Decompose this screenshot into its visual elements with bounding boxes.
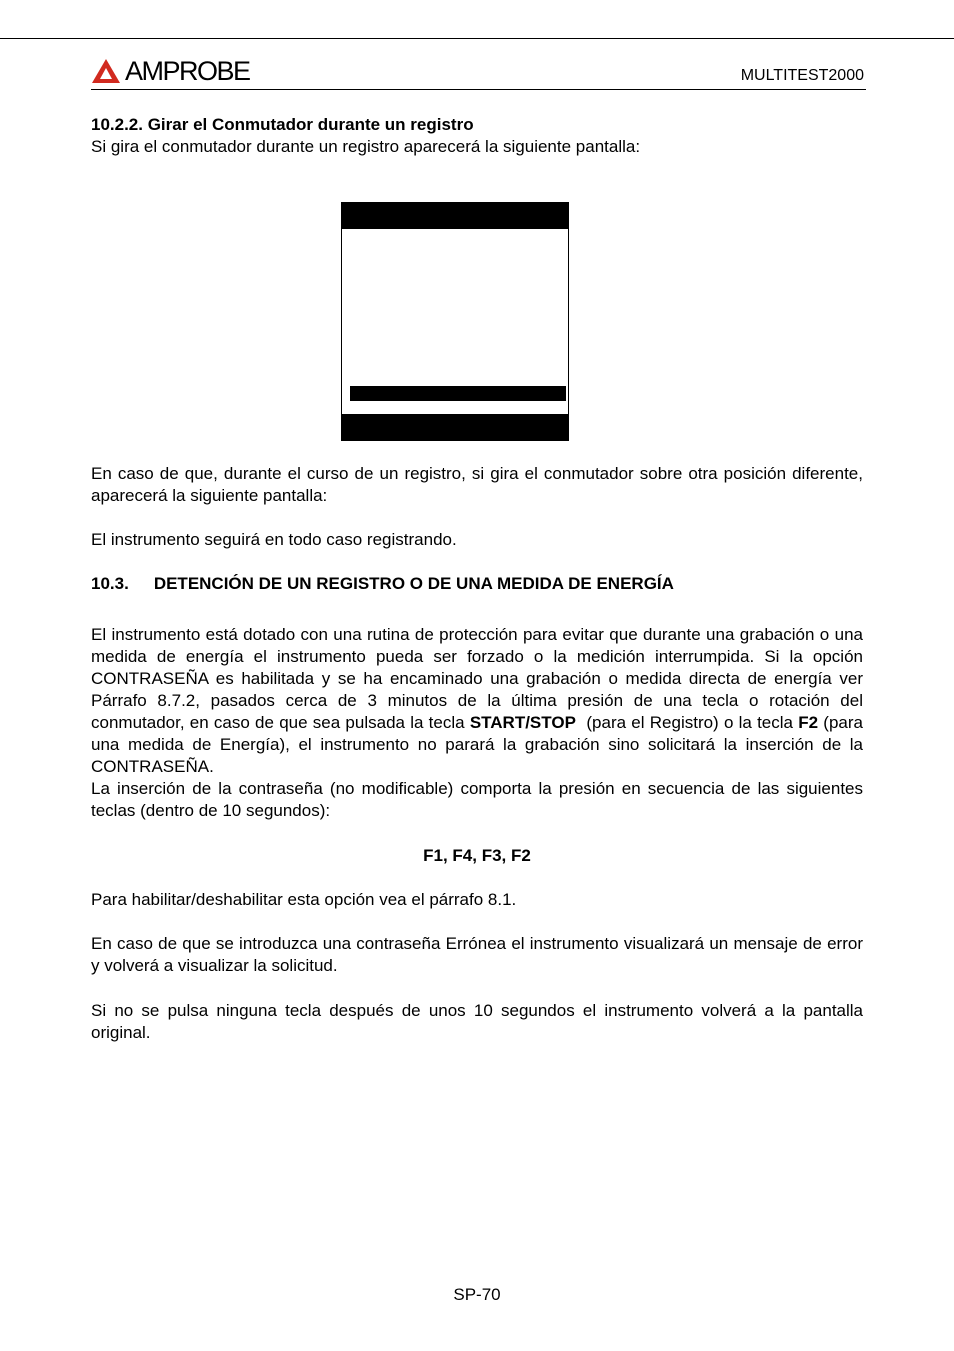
start-stop-key: START/STOP (469, 713, 576, 732)
amprobe-logo (91, 56, 250, 86)
section-number: 10.3. (91, 574, 129, 593)
wrong-password-paragraph: En caso de que se introduzca una contraseña Errónea el instrumento visualizará un mensaje de error y volverá a visualizar la solicitud. (91, 934, 863, 975)
key-sequence: F1, F4, F3, F2 (423, 846, 531, 865)
amprobe-triangle-icon (91, 58, 121, 84)
protection-text-b: (para el Registro) o la tecla (575, 713, 799, 732)
instrument-screen-figure (341, 202, 569, 441)
protection-text-c: (para una medida de Energía), el instrumento no parará la grabación sino solicitará la inserción de la CONTRASEÑA. (91, 713, 863, 776)
screen-function-bar (342, 414, 568, 440)
section-heading-10-3 (91, 573, 863, 595)
protection-text-a: El instrumento está dotado con una rutina de protección para evitar que durante una grabación o una medida de energía el instrumento pueda ser forzado o la medición interrumpida. Si la opción CONTRASEÑA es habilitada y se ha encaminado una grabación o medida directa de energía ver Párrafo 8.7.2, pasados cerca de 3 minutos de la última presión de una tecla o rotación del conmutador, en caso de que sea pulsada la tecla (91, 625, 863, 732)
section-heading-10-2-2: 10.2.2. Girar el Conmutador durante un registro (91, 115, 474, 134)
after-screen-paragraph: En caso de que, durante el curso de un registro, si gira el conmutador sobre otra posición diferente, aparecerá la siguiente pantalla: (91, 464, 863, 505)
header-rule (91, 89, 866, 90)
protection-paragraph (91, 624, 863, 778)
section-intro: Si gira el conmutador durante un registro aparecerá la siguiente pantalla: (91, 137, 641, 156)
continue-paragraph: El instrumento seguirá en todo caso registrando. (91, 530, 457, 549)
screen-highlight-bar (350, 386, 566, 401)
screen-title-bar (342, 203, 568, 229)
page-number: SP-70 (453, 1285, 501, 1304)
f2-key: F2 (798, 713, 819, 732)
password-paragraph: La inserción de la contraseña (no modificable) comporta la presión en secuencia de las siguientes teclas (dentro de 10 segundos): (91, 779, 863, 820)
top-rule (0, 38, 954, 39)
document-title: MULTITEST2000 (740, 67, 864, 84)
enable-option-paragraph: Para habilitar/deshabilitar esta opción vea el párrafo 8.1. (91, 890, 517, 909)
section-title: DETENCIÓN DE UN REGISTRO O DE UNA MEDIDA DE ENERGÍA (153, 574, 674, 593)
brand-name: AMPROBE (125, 56, 250, 86)
timeout-paragraph: Si no se pulsa ninguna tecla después de unos 10 segundos el instrumento volverá a la pantalla original. (91, 1001, 863, 1042)
